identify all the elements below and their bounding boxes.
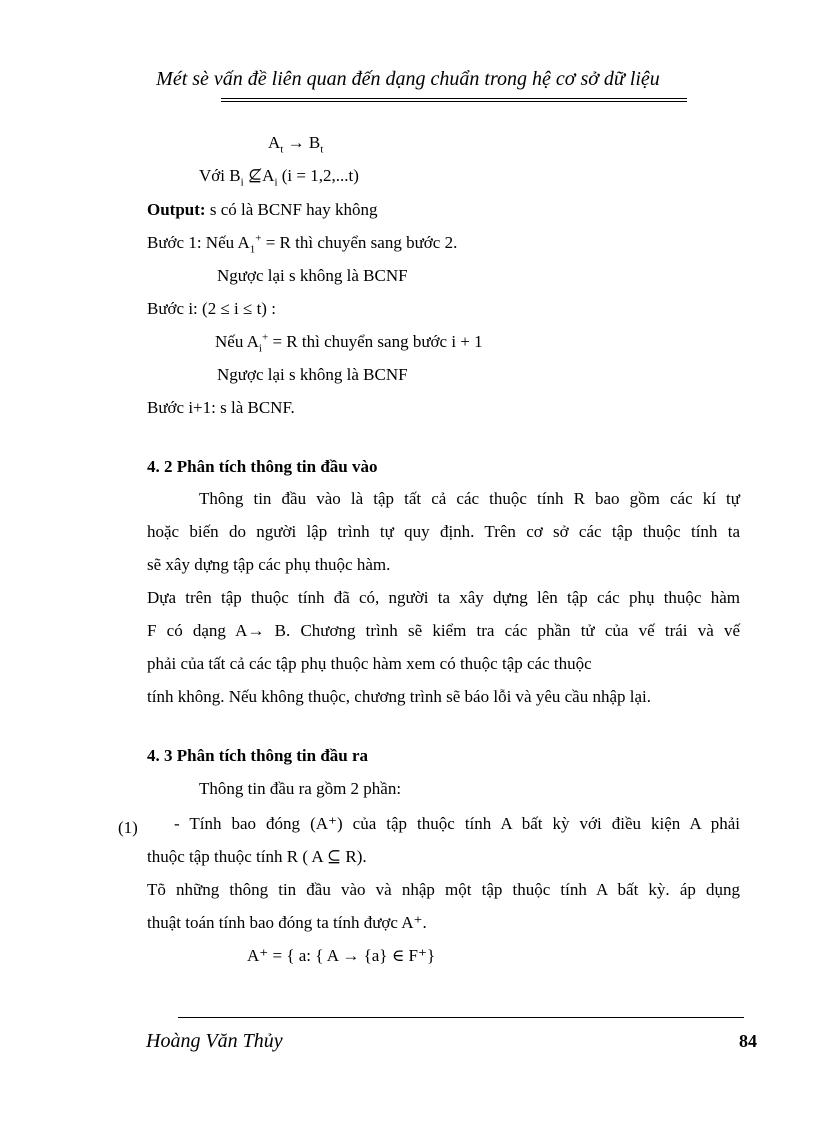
step1-else-line: Ngược lại s không là BCNF (217, 266, 408, 285)
section-4-2-heading: 4. 2 Phân tích thông tin đầu vào (147, 457, 378, 476)
section-4-3-heading: 4. 3 Phân tích thông tin đầu ra (147, 746, 369, 765)
page-number: 84 (739, 1031, 757, 1051)
s42-p1-line2: hoặc biến do người lập trình tự quy định. Trên cơ sở các tập thuộc tính ta (147, 522, 740, 541)
stepi-if-line: Nếu $A_i^+ = R$ thì chuyển sang bước i + 1 (215, 331, 483, 355)
item-marker: (1) (118, 818, 138, 837)
stepi-head-line: Bước i: (2 ≤ i ≤ t) : (147, 299, 276, 318)
s43-p-line1: Tõ những thông tin đầu vào và nhập một tập thuộc tính A bất kỳ. áp dụng (147, 880, 740, 899)
stepi-else-line: Ngược lại s không là BCNF (217, 365, 408, 384)
header-rule-top (221, 98, 687, 99)
footer-rule (178, 1017, 744, 1018)
s42-p1-line3: sẽ xây dựng tập các phụ thuộc hàm. (147, 555, 391, 574)
s42-p1-line1: Thông tin đầu vào là tập tất cả các thuộc tính R bao gồm các kí tự (199, 489, 740, 508)
header-rule-bottom (221, 101, 687, 102)
step-last-line: Bước i+1: s là BCNF. (147, 398, 295, 417)
algo-line-at: $A_t \to B_t$ (268, 133, 324, 156)
running-header: Mét sè vấn đề liên quan đến dạng chuẩn trong hệ cơ sở dữ liệu (156, 68, 660, 90)
output-line: Output: s có là BCNF hay không (147, 200, 378, 219)
s43-item1-line1: - Tính bao đóng (A⁺) của tập thuộc tính A bất kỳ với điều kiện A phải (174, 814, 740, 833)
s43-intro-line: Thông tin đầu ra gồm 2 phần: (199, 779, 402, 798)
algo-condition-line: Với $B_i$ $⊈A_i$ (i = 1,2,...t) (199, 166, 359, 189)
s43-item1-line2: thuộc tập thuộc tính R ( A ⊆ R). (147, 847, 367, 866)
footer-author: Hoàng Văn Thủy (146, 1030, 283, 1052)
closure-formula: A⁺ = { a: { A → {a} ∈ F⁺} (247, 946, 436, 965)
s42-p2-line4: tính không. Nếu không thuộc, chương trình sẽ báo lỗi và yêu cầu nhập lại. (147, 687, 652, 706)
s42-p2-line2: F có dạng A→ B. Chương trình sẽ kiểm tra các phần tử của vế trái và vế (147, 621, 740, 640)
s43-p-line2: thuật toán tính bao đóng ta tính được A⁺. (147, 913, 427, 932)
output-label: Output: (147, 200, 206, 219)
step1-line: Bước 1: Nếu $A_1^+ = R$ thì chuyển sang bước 2. (147, 232, 458, 256)
s42-p2-line3: phải của tất cả các tập phụ thuộc hàm xem có thuộc tập các thuộc (147, 654, 592, 673)
s42-p2-line1: Dựa trên tập thuộc tính đã có, người ta xây dựng lên tập các phụ thuộc hàm (147, 588, 740, 607)
